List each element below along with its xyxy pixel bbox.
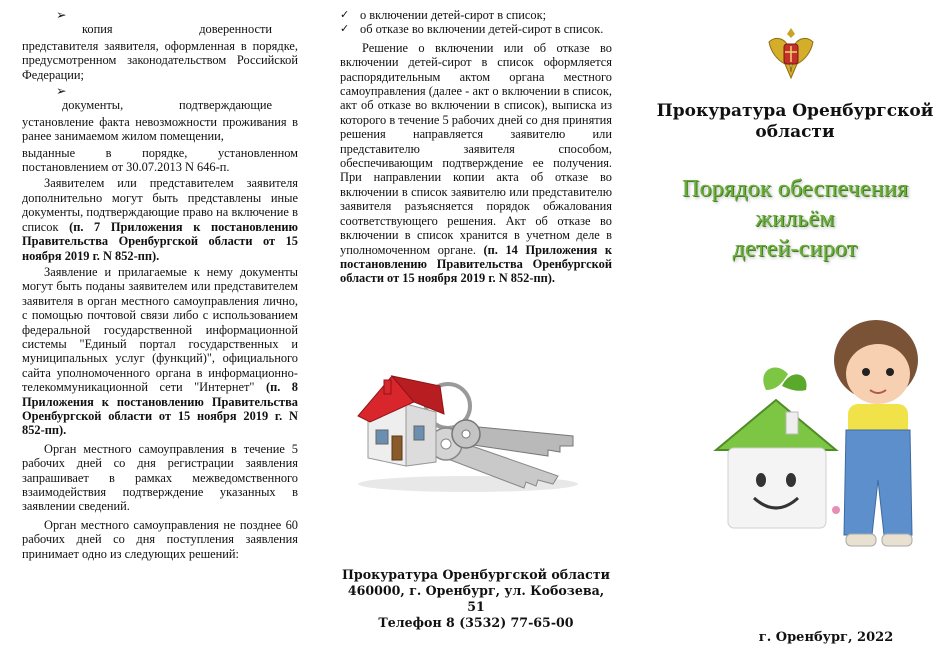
paragraph-submission: Заявление и прилагаемые к нему документы могут быть поданы заявителем или представителем заявителя в орган местного самоуправления лично, с помощью почтовой связи либо с использованием федеральной государственной информационной системы "Единый портал государственных и муниципальных услуг (функций)", официального сайта уполномоченного органа в информационно-телекоммуникационной сети "Интернет" (п. 8 Приложения к постановлению Правительства Оренбургской области от 15 ноября 2019 г. N 852-пп). bbox=[22, 264, 298, 438]
bullet-documents: ➢документы, подтверждающие bbox=[56, 84, 272, 113]
organization-title: Прокуратура Оренбургской области bbox=[656, 101, 934, 142]
checkmark-bullet-icon: ✓ bbox=[340, 22, 350, 36]
child-house-illustration bbox=[706, 320, 936, 560]
paragraph-verification: Орган местного самоуправления в течение 5 рабочих дней со дня регистрации заявления запрашивает в рамках межведомственного взаимодействия подтверждение указанных в заявлении сведений. bbox=[22, 441, 298, 514]
contact-address: 460000, г. Оренбург, ул. Кобозева, 51 bbox=[347, 583, 605, 614]
contact-block bbox=[340, 567, 612, 631]
paragraph-decision-act: Решение о включении или об отказе во включении детей-сирот в список оформляется распорядительным актом органа местного самоуправления (далее - акт о включении в список, акт об отказе во включении в список), выписка из которого в течение 5 рабочих дней со дня принятия решения направляется заявителю или представителю заявителя способом, обеспечивающим подтверждение ее получения. При направлении копии акта об отказе во включении в список заявителю или представителю заявителя разъясняется порядок обжалования соответствующего решения. Акт об отказе во включении в список хранится в учетном деле в уполномоченном органе. (п. 14 Приложения к постановлению Правительства Оренбургской области от 15 ноября 2019 г. N 852-пп). bbox=[340, 40, 613, 286]
cover-column bbox=[656, 0, 934, 671]
decision-list bbox=[340, 8, 612, 37]
left-column bbox=[22, 8, 298, 563]
bullet-power-of-attorney: ➢копия доверенности bbox=[56, 8, 272, 37]
contact-org: Прокуратура Оренбургской области bbox=[342, 567, 610, 582]
prosecutor-emblem-icon bbox=[761, 22, 821, 82]
contact-phone: Телефон 8 (3532) 77-65-00 bbox=[378, 615, 574, 630]
bullet-power-of-attorney-cont: представителя заявителя, оформленная в порядке, предусмотренном законодательством Российской Федерации; bbox=[22, 38, 298, 82]
bullet-documents-cont: установление факта невозможности проживания в ранее занимаемом жилом помещении, bbox=[22, 114, 298, 144]
middle-column bbox=[340, 8, 612, 288]
arrow-bullet-icon: ➢ bbox=[56, 8, 67, 22]
house-key-illustration bbox=[348, 366, 588, 496]
smiling-house-icon bbox=[716, 367, 836, 528]
checkmark-bullet-icon: ✓ bbox=[340, 8, 350, 21]
paragraph-additional-docs: Заявителем или представителем заявителя дополнительно могут быть представлены иные документы, подтверждающие право на включение в список (п. 7 Приложения к постановлению Правительства Оренбургской области от 15 ноября 2019 г. N 852-пп). bbox=[22, 176, 298, 263]
city-year: г. Оренбург, 2022 bbox=[758, 630, 894, 645]
paragraph-decision: Орган местного самоуправления не позднее 60 рабочих дней со дня поступления заявления принимает одно из следующих решений: bbox=[22, 517, 298, 561]
arrow-bullet-icon: ➢ bbox=[56, 84, 67, 99]
child-figure-icon bbox=[832, 320, 918, 546]
bullet-documents-cont2: выданные в порядке, установленном постановлением от 30.07.2013 N 646-п. bbox=[22, 145, 298, 175]
brochure-title: Порядок обеспечения жильём детей-сирот bbox=[681, 176, 909, 262]
list-item: ✓ о включении детей-сирот в список; bbox=[340, 8, 547, 22]
house-icon bbox=[358, 376, 444, 466]
list-item: ✓ об отказе во включении детей-сирот в список. bbox=[340, 22, 604, 37]
